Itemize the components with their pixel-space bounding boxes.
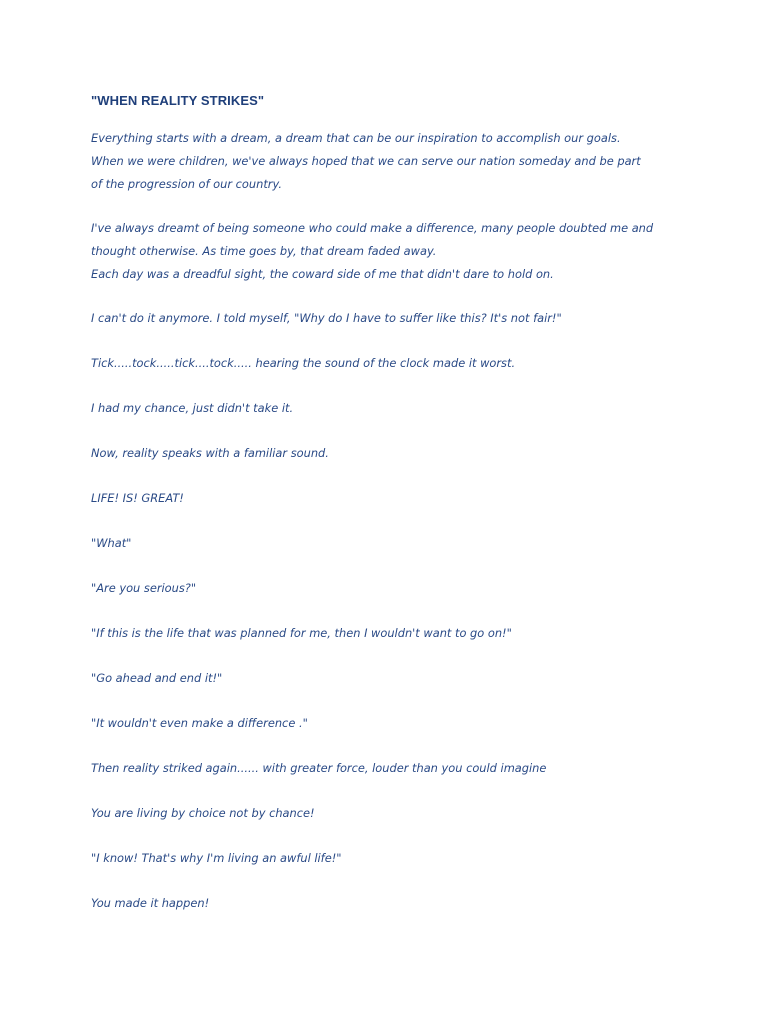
- paragraph-line: Each day was a dreadful sight, the coward side of me that didn't dare to hold on.: [91, 267, 554, 281]
- paragraph: [91, 487, 691, 510]
- paragraph: [91, 307, 691, 330]
- paragraph: [91, 802, 691, 825]
- paragraph-line: I've always dreamt of being someone who could make a difference, many people doubted me and: [91, 221, 654, 235]
- paragraph-line: thought otherwise. As time goes by, that dream faded away.: [91, 244, 437, 258]
- paragraph: [91, 757, 691, 780]
- paragraph-line: Everything starts with a dream, a dream that can be our inspiration to accomplish our goals.: [91, 131, 621, 145]
- paragraph: [91, 217, 691, 286]
- paragraph: [91, 397, 691, 420]
- paragraph-line: "Are you serious?": [91, 581, 197, 595]
- paragraph-line: "Go ahead and end it!": [91, 671, 223, 685]
- paragraph-line: Now, reality speaks with a familiar sound.: [91, 446, 329, 460]
- paragraph: [91, 847, 691, 870]
- paragraph-line: You are living by choice not by chance!: [91, 806, 315, 820]
- paragraph: [91, 892, 691, 915]
- paragraph-line: I can't do it anymore. I told myself, "Why do I have to suffer like this? It's not fair!": [91, 311, 562, 325]
- paragraph-line: Tick.....tock.....tick....tock..... hearing the sound of the clock made it worst.: [91, 356, 516, 370]
- paragraph-line: You made it happen!: [91, 896, 210, 910]
- paragraph-line: Then reality striked again...... with greater force, louder than you could imagine: [91, 761, 547, 775]
- paragraph: [91, 712, 691, 735]
- paragraph: [91, 442, 691, 465]
- paragraph-line: "What": [91, 536, 132, 550]
- paragraph: [91, 577, 691, 600]
- paragraph-line: When we were children, we've always hoped that we can serve our nation someday and be part: [91, 154, 641, 168]
- paragraph-line: "I know! That's why I'm living an awful life!": [91, 851, 342, 865]
- paragraph: [91, 127, 691, 196]
- paragraph-line: of the progression of our country.: [91, 177, 282, 191]
- paragraph: [91, 667, 691, 690]
- paragraph: [91, 622, 691, 645]
- paragraph: [91, 352, 691, 375]
- paragraph-line: LIFE! IS! GREAT!: [91, 491, 184, 505]
- paragraph-line: "If this is the life that was planned for me, then I wouldn't want to go on!": [91, 626, 512, 640]
- paragraph-line: I had my chance, just didn't take it.: [91, 401, 294, 415]
- paragraph-line: "It wouldn't even make a difference .": [91, 716, 308, 730]
- paragraph: [91, 532, 691, 555]
- document-title: "WHEN REALITY STRIKES": [91, 93, 265, 108]
